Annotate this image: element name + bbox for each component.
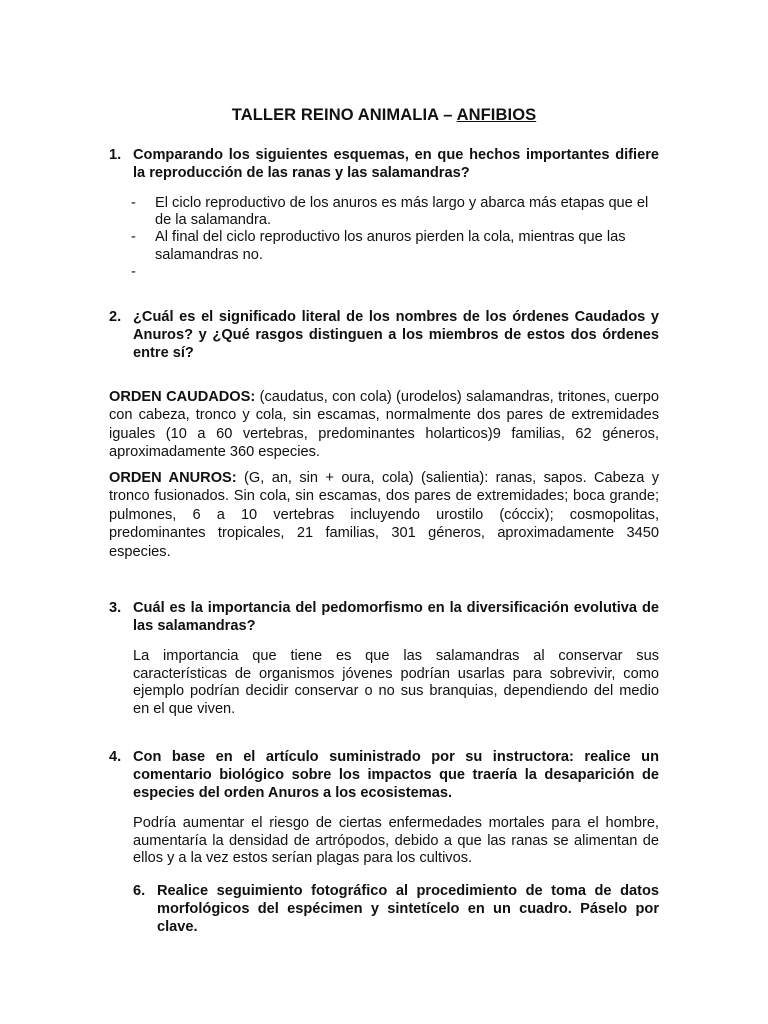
list-item	[131, 229, 661, 263]
question-1-number: 1.	[109, 147, 122, 163]
question-3-answer: La importancia que tiene es que las salamandras al conservar sus características de organismos jóvenes podrían usarlas para sobrevivir, como ejemplo podrían decidir conservar o no sus branquias, dependiendo del medio en el que viven.	[133, 648, 659, 717]
question-1-answer-list	[131, 195, 661, 281]
anuros-text: (G, an, sin + oura, cola) (salientia): ranas, sapos. Cabeza y tronco fusionados. Sin cola, sin escamas, dos pares de extremidades; boca grande; pulmones, 6 a 10 vertebras incluyendo urostilo (cóccix); cosmopolitas, predominantes tropicales, 21 familias, 301 géneros, aproximadamente 3450 especies.	[109, 470, 659, 560]
list-dash: -	[131, 263, 136, 280]
question-3	[109, 599, 659, 635]
question-3-number: 3.	[109, 600, 122, 616]
question-6-text: Realice seguimiento fotográfico al procedimiento de toma de datos morfológicos del espécimen y sintetícelo en un cuadro. Páselo por clave.	[157, 883, 659, 935]
anuros-label: ORDEN ANUROS:	[109, 470, 237, 486]
caudados-paragraph	[109, 388, 659, 462]
list-item-text	[155, 264, 159, 280]
list-item-text: Al final del ciclo reproductivo los anuros pierden la cola, mientras que las salamandras no.	[155, 229, 626, 263]
question-4-number: 4.	[109, 749, 122, 765]
document-title	[0, 106, 768, 125]
question-6	[133, 882, 659, 936]
list-dash: -	[131, 195, 136, 211]
list-item	[131, 195, 661, 229]
question-1	[109, 146, 659, 182]
list-item-text: El ciclo reproductivo de los anuros es más largo y abarca más etapas que el de la salamandra.	[155, 195, 649, 229]
question-3-text: Cuál es la importancia del pedomorfismo en la diversificación evolutiva de las salamandras?	[133, 600, 659, 634]
list-item	[131, 264, 661, 281]
question-4	[109, 748, 659, 802]
anuros-paragraph	[109, 469, 659, 561]
caudados-text: (caudatus, con cola) (urodelos) salamandras, tritones, cuerpo con cabeza, tronco y cola, sin escamas, normalmente dos pares de extremidades iguales (10 a 60 vertebras, predominantes holarticos)9 familias, 62 géneros, aproximadamente 360 especies.	[109, 389, 660, 461]
question-2	[109, 308, 659, 362]
question-2-text: ¿Cuál es el significado literal de los nombres de los órdenes Caudados y Anuros? y ¿Qué rasgos distinguen a los miembros de estos dos órdenes entre sí?	[133, 309, 659, 361]
question-4-text: Con base en el artículo suministrado por su instructora: realice un comentario biológico sobre los impactos que traería la desaparición de especies del orden Anuros a los ecosistemas.	[133, 749, 659, 801]
title-underlined: ANFIBIOS	[456, 106, 537, 124]
question-6-number: 6.	[133, 883, 146, 899]
list-dash: -	[131, 229, 136, 246]
title-main: TALLER REINO ANIMALIA –	[231, 106, 457, 124]
caudados-label: ORDEN CAUDADOS:	[109, 389, 256, 405]
question-4-answer: Podría aumentar el riesgo de ciertas enfermedades mortales para el hombre, aumentaría la densidad de artrópodos, debido a que las ranas se alimentan de ellos y a la vez estos serían plagas para los cultivos.	[133, 815, 659, 867]
question-2-number: 2.	[109, 309, 122, 325]
question-1-text: Comparando los siguientes esquemas, en que hechos importantes difiere la reproducción de las ranas y las salamandras?	[133, 147, 659, 181]
